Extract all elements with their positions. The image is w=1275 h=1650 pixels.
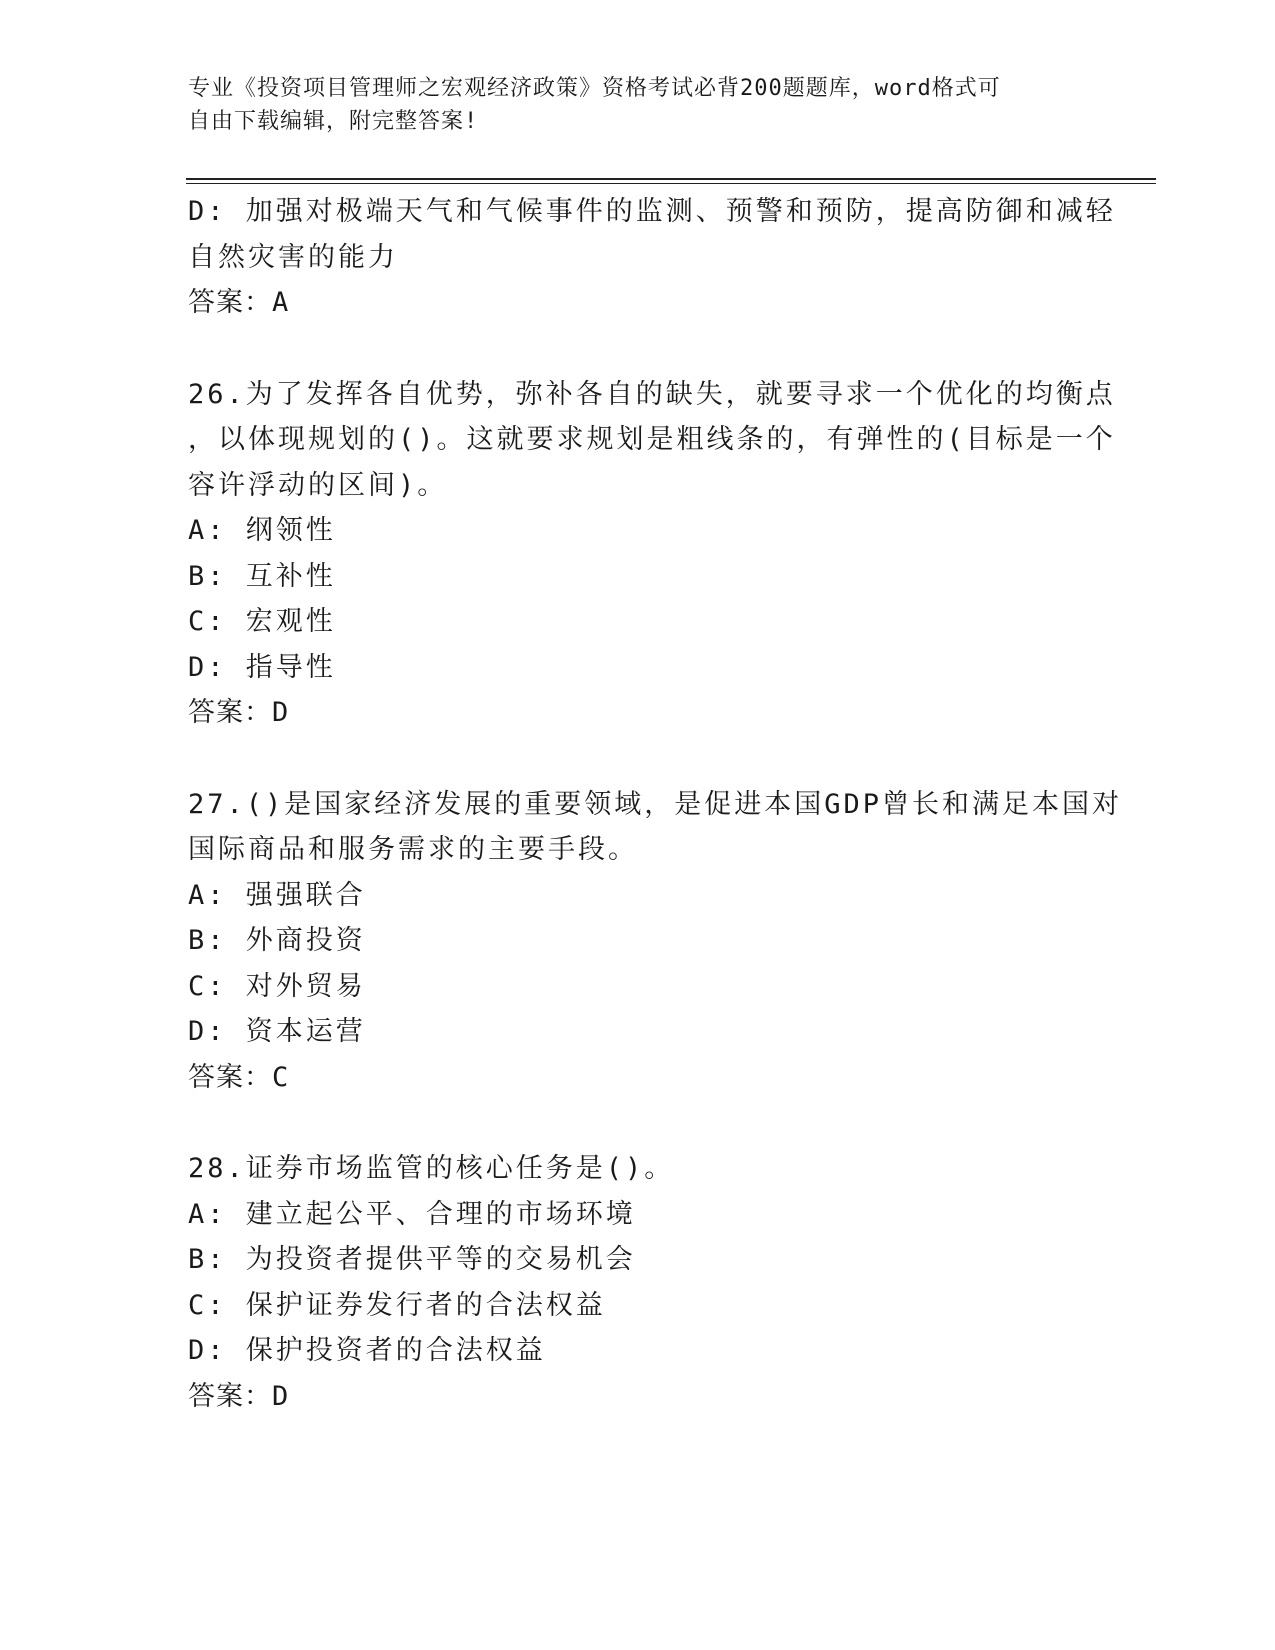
option-b: B: 为投资者提供平等的交易机会 [188,1244,636,1275]
question-text-line-2: 国际商品和服务需求的主要手段。 [188,834,638,865]
document-header [188,72,1068,138]
option-c: C: 宏观性 [188,606,336,637]
option-b: B: 互补性 [188,560,336,592]
question-text-line-3: 容许浮动的区间)。 [188,469,448,501]
option-d: D: 保护投资者的合法权益 [188,1335,546,1366]
option-c: C: 保护证券发行者的合法权益 [188,1289,606,1321]
spacer [188,1100,1088,1146]
option-d-line-2: 自然灾害的能力 [188,241,398,273]
question-28 [188,1146,1088,1419]
option-c: C: 对外贸易 [188,970,366,1002]
header-divider-thick [186,178,1156,180]
answer-line: 答案：C [188,1061,290,1093]
answer-line: 答案：D [188,1380,290,1412]
option-d: D: 指导性 [188,651,336,683]
option-a: A: 强强联合 [188,879,366,911]
question-25-tail [188,189,1116,326]
question-content [188,189,1123,1419]
option-a: A: 建立起公平、合理的市场环境 [188,1198,636,1230]
answer-line: 答案：A [188,287,290,318]
option-b: B: 外商投资 [188,925,366,956]
spacer [188,736,1088,782]
question-text-line-1: 26.为了发挥各自优势，弥补各自的缺失，就要寻求一个优化的均衡点 [188,378,1116,410]
header-line-1: 专业《投资项目管理师之宏观经济政策》资格考试必背200题题库，word格式可 [188,76,1001,101]
header-line-2: 自由下载编辑，附完整答案! [188,109,479,134]
question-text-line-1: 28.证券市场监管的核心任务是()。 [188,1153,675,1184]
question-text-line-1: 27.()是国家经济发展的重要领域，是促进本国GDP曾长和满足本国对 [188,788,1123,820]
answer-line: 答案：D [188,697,290,728]
header-divider-thin [186,183,1156,184]
spacer [188,326,1088,372]
option-a: A: 纲领性 [188,515,336,546]
question-27 [188,782,1123,1101]
question-26 [188,372,1116,736]
option-d: D: 资本运营 [188,1016,366,1047]
question-text-line-2: ，以体现规划的()。这就要求规划是粗线条的，有弹性的(目标是一个 [188,424,1116,455]
option-d-line-1: D: 加强对极端天气和气候事件的监测、预警和预防，提高防御和减轻 [188,196,1116,227]
